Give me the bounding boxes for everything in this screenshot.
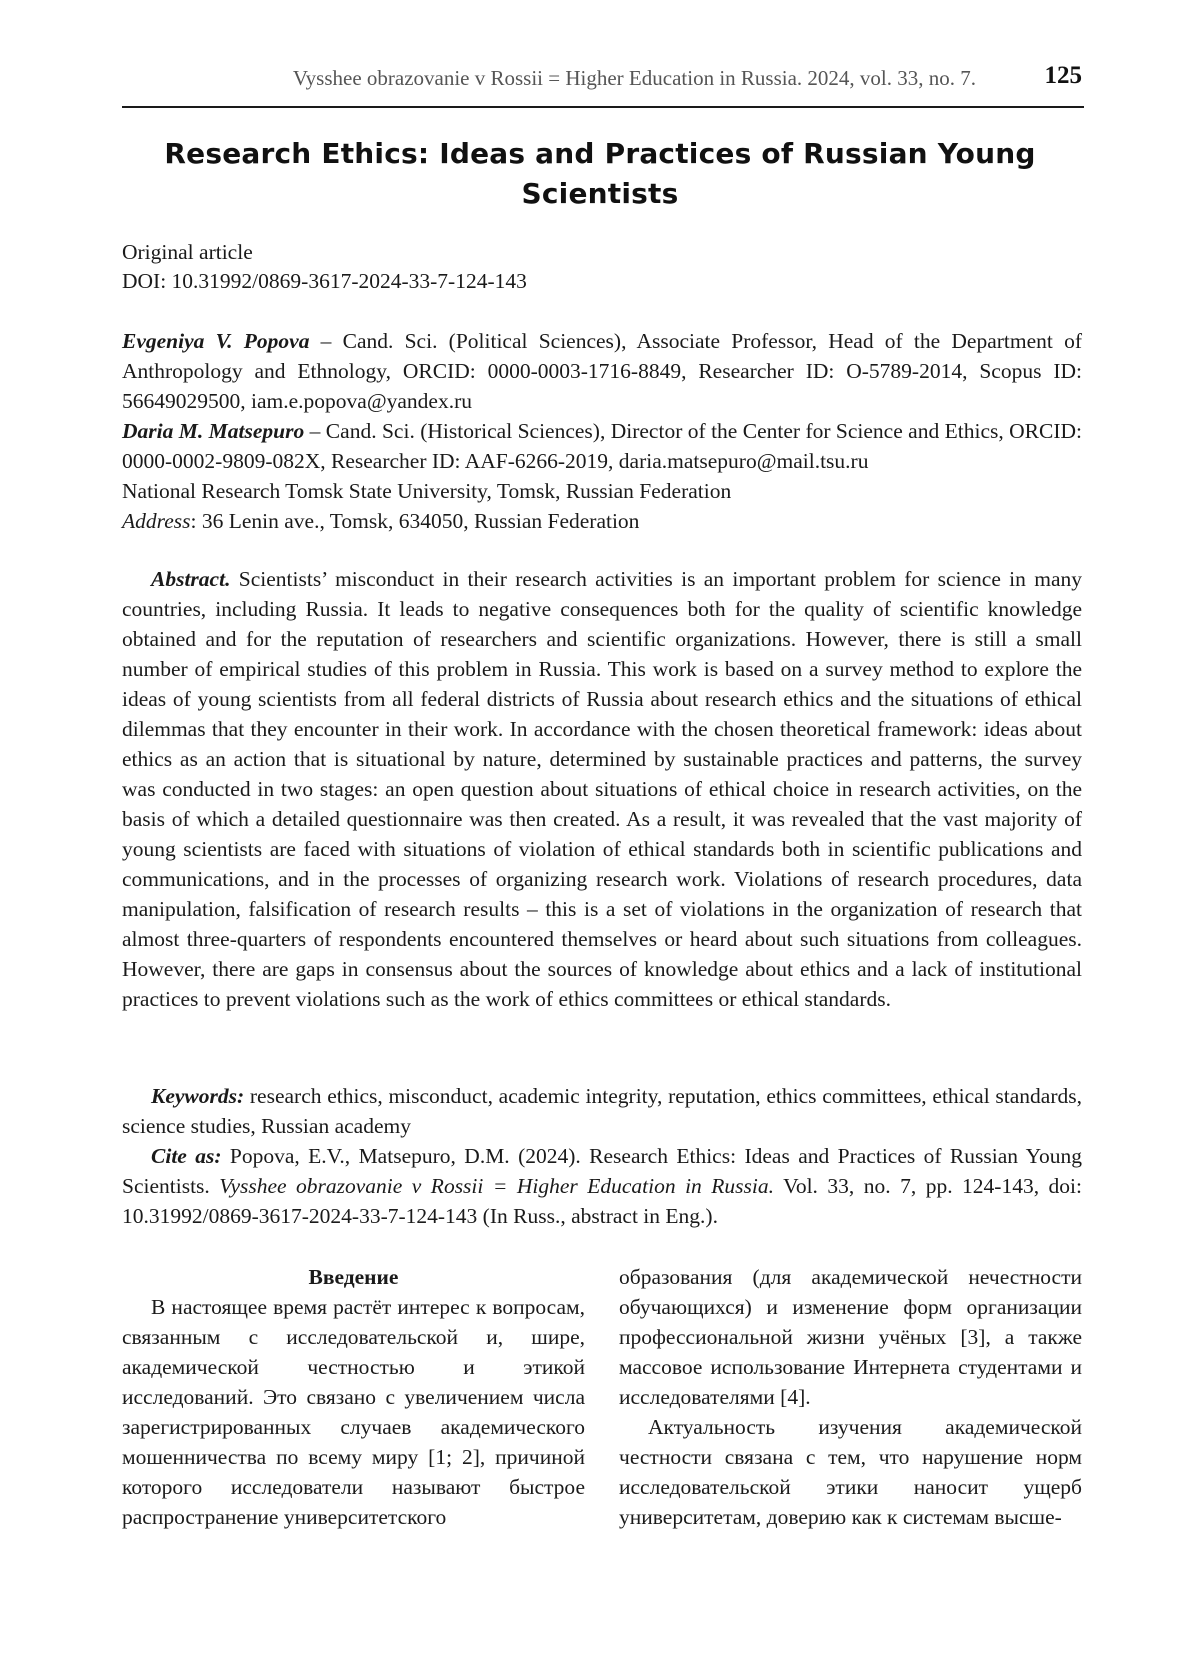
cite-text-before: Popova, E.V., Matsepuro, D.M. (2024). Research Ethics: Ideas and Practices of Russian Young Scientists. <box>122 1144 1082 1198</box>
author-name: Evgeniya V. Popova <box>122 329 310 353</box>
citation-paragraph <box>122 1141 1082 1231</box>
cite-label: Cite as: <box>151 1144 222 1168</box>
intro-paragraph: Актуальность изучения академической честности связана с тем, что нарушение норм исследовательской этики наносит ущерб университетам, доверию как к системам высше- <box>619 1415 1082 1529</box>
running-header <box>122 58 1084 108</box>
author-entry <box>122 416 1082 476</box>
intro-left-column <box>122 1262 585 1532</box>
keywords <box>122 1081 1082 1141</box>
author-details: – Cand. Sci. (Historical Sciences), Director of the Center for Science and Ethics, ORCID: 0000-0002-9809-082X, Researcher ID: AAF-6266-2019, daria.matsepuro@mail.tsu.ru <box>122 419 1083 473</box>
keywords-text: research ethics, misconduct, academic integrity, reputation, ethics committees, ethical standards, science studies, Russian academy <box>122 1084 1082 1138</box>
page-number: 125 <box>1044 62 1082 89</box>
author-details: – Cand. Sci. (Political Sciences), Associate Professor, Head of the Department of Anthropology and Ethnology, ORCID: 0000-0003-1716-8849, Researcher ID: O-5789-2014, Scopus ID: 56649029500, iam.e.popova@yandex.ru <box>122 329 1082 413</box>
article-title: Research Ethics: Ideas and Practices of Russian Young Scientists <box>164 137 1036 210</box>
cite-text-after: Vol. 33, no. 7, pp. 124-143, doi: 10.31992/0869-3617-2024-33-7-124-143 (In Russ., abstract in Eng.). <box>122 1174 1083 1228</box>
journal-citation-header: Vysshee obrazovanie v Rossii = Higher Education in Russia. 2024, vol. 33, no. 7. <box>292 66 976 90</box>
author-entry <box>122 326 1082 416</box>
abstract-text: Scientists’ misconduct in their research activities is an important problem for science in many countries, including Russia. It leads to negative consequences both for the quality of scientific knowledge obtained and for the reputation of researchers and scientific organizations. However, there is still a small number of empirical studies of this problem in Russia. This work is based on a survey method to explore the ideas of young scientists from all federal districts of Russia about research ethics and the situations of ethical dilemmas that they encounter in their work. In accordance with the chosen theoretical framework: ideas about ethics as an action that is situational by nature, determined by sustainable practices and patterns, the survey was conducted in two stages: an open question about situations of ethical choice in research activities, on the basis of which a detailed questionnaire was then created. As a result, it was revealed that the vast majority of young scientists are faced with situations of violation of ethical standards both in scientific publications and communications, and in the processes of organizing research work. Violations of research procedures, data manipulation, falsification of research results – this is a set of violations in the organization of research that almost three-quarters of respondents encountered themselves or heard about such situations from colleagues. However, there are gaps in consensus about the sources of knowledge about ethics and a lack of institutional practices to prevent violations such as the work of ethics committees or ethical standards. <box>122 567 1082 1011</box>
abstract-paragraph <box>122 564 1082 1014</box>
intro-right-column <box>619 1262 1082 1532</box>
abstract-label: Abstract. <box>151 567 231 591</box>
article-type: Original article <box>122 240 253 264</box>
keywords-label: Keywords: <box>151 1084 245 1108</box>
cite-journal: Vysshee obrazovanie v Rossii = Higher Education in Russia. <box>219 1174 774 1198</box>
citation <box>122 1141 1082 1231</box>
section-heading: Введение <box>308 1265 399 1289</box>
abstract <box>122 564 1082 1014</box>
keywords-paragraph <box>122 1081 1082 1141</box>
author-name: Daria M. Matsepuro <box>122 419 305 443</box>
authors-block <box>122 326 1082 536</box>
address-label: Address <box>122 509 191 533</box>
address <box>122 506 1082 536</box>
affiliation: National Research Tomsk State University, Tomsk, Russian Federation <box>122 479 732 503</box>
intro-paragraph-continued: образования (для академической нечестности обучающихся) и изменение форм организации профессиональной жизни учёных [3], а также массовое использование Интернета студентами и исследователями [4]. <box>619 1265 1082 1409</box>
doi: DOI: 10.31992/0869-3617-2024-33-7-124-143 <box>122 269 527 293</box>
intro-paragraph: В настоящее время растёт интерес к вопросам, связанным с исследовательской и, шире, академической честностью и этикой исследований. Это связано с увеличением числа зарегистрированных случаев академического мошенничества по всему миру [1; 2], причиной которого исследователи называют быстрое распространение университетского <box>122 1295 585 1529</box>
address-value: : 36 Lenin ave., Tomsk, 634050, Russian Federation <box>190 509 640 533</box>
